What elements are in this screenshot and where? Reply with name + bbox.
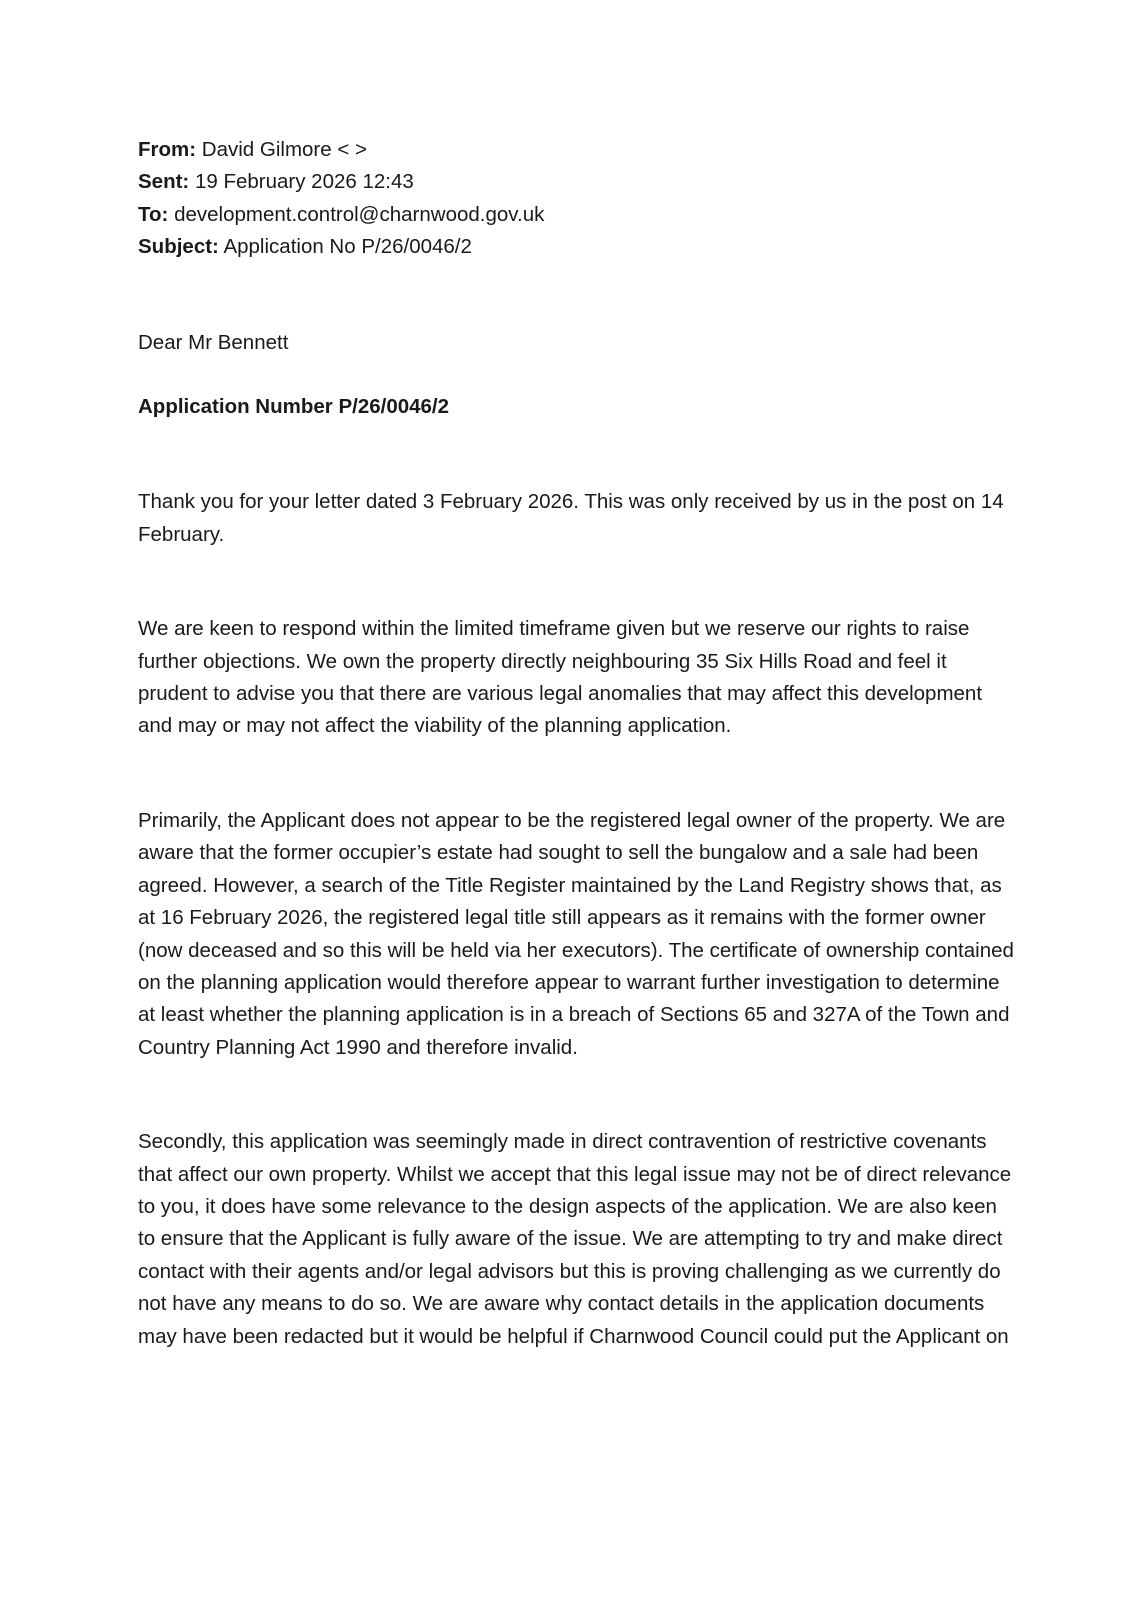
subject-label: Subject: [138,235,219,259]
sent-line [138,166,1018,198]
to-label: To: [138,202,169,226]
salutation: Dear Mr Bennett [138,330,289,354]
letter-page [138,134,1018,1353]
from-value: David Gilmore < > [201,138,367,161]
from-line [138,134,1018,166]
sent-label: Sent: [138,170,190,194]
email-header [138,134,1018,264]
subject-line [138,231,1018,263]
to-value: development.control@charnwood.gov.uk [174,202,545,226]
to-line [138,199,1018,231]
application-heading: Application Number P/26/0046/2 [138,395,450,419]
paragraph-ownership: Primarily, the Applicant does not appear to be the registered legal owner of the property. We are aware that the former occupier’s estate had sought to sell the bungalow and a sale had been agreed. However, a search of the Title Register maintained by the Land Registry shows that, as at 16 February 2026, the registered legal title still appears as it remains with the former owner (now deceased and so this will be held via her executors). The certificate of ownership contained on the planning application would therefore appear to warrant further investigation to determine at least whether the planning application is in a breach of Sections 65 and 327A of the Town and Country Planning Act 1990 and therefore invalid. [138,808,1014,1059]
sent-value: 19 February 2026 12:43 [194,170,414,194]
paragraph-acknowledgement: Thank you for your letter dated 3 February 2026. This was only received by us in the post on 14 February. [138,490,1004,546]
paragraph-covenants: Secondly, this application was seemingly made in direct contravention of restrictive covenants that affect our own property. Whilst we accept that this legal issue may not be of direct relevance to you, it does have some relevance to the design aspects of the application. We are also keen to ensure that the Applicant is fully aware of the issue. We are attempting to try and make direct contact with their agents and/or legal advisors but this is proving challenging as we currently do not have any means to do so. We are aware why contact details in the application documents may have been redacted but it would be helpful if Charnwood Council could put the Applicant on [138,1130,1012,1348]
from-label: From: [138,138,197,161]
paragraph-intro: We are keen to respond within the limited timeframe given but we reserve our rights to raise further objections. We own the property directly neighbouring 35 Six Hills Road and feel it prudent to advise you that there are various legal anomalies that may affect this development and may or may not affect the viability of the planning application. [138,617,983,738]
subject-value: Application No P/26/0046/2 [223,235,472,259]
